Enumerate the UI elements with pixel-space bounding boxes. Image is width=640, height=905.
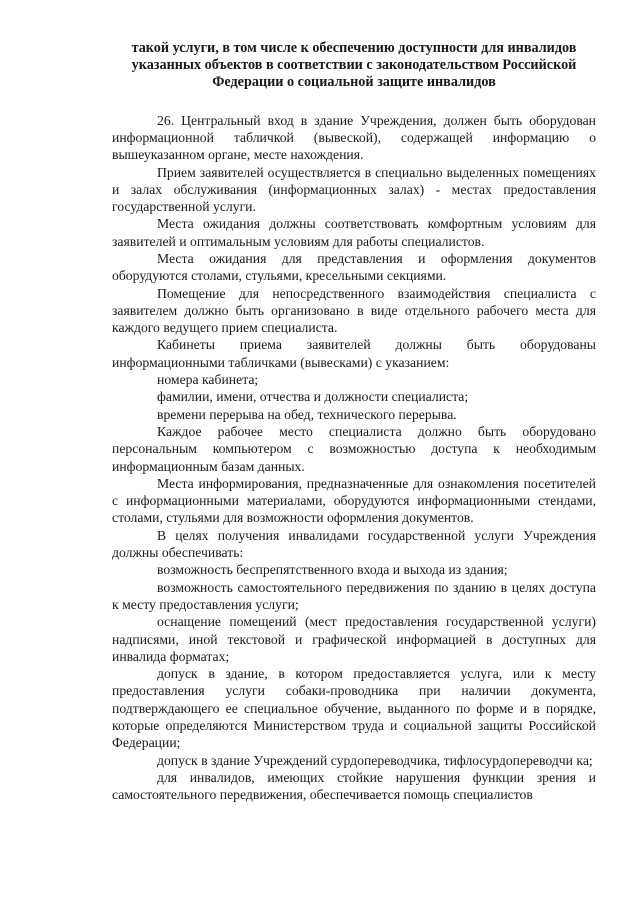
list-item-cabinet-number: номера кабинета; — [157, 372, 259, 388]
heading-line-2: указанных объектов в соответствии с законодательством Российской — [131, 57, 577, 74]
list-item-specialist-name: фамилии, имени, отчества и должности специалиста; — [157, 389, 469, 405]
section-heading — [112, 40, 596, 92]
paragraph-waiting-comfort: Места ожидания должны соответствовать комфортным условиям для заявителей и оптимальным условиям для работы специалистов. — [112, 216, 596, 249]
paragraph-waiting-equipment: Места ожидания для представления и оформления документов оборудуются столами, стульями, кресельными секциями. — [112, 250, 596, 284]
list-item-sign-interpreter: допуск в здание Учреждений сурдопереводчика, тифлосурдопереводчи ка; — [157, 752, 593, 768]
list-item-signage: оснащение помещений (мест предоставления государственной услуги) надписями, иной текстовой и графической информацией в доступных для инвалида форматах; — [112, 614, 596, 664]
heading-line-3: Федерации о социальной защите инвалидов — [212, 74, 496, 91]
paragraph-info-places: Места информирования, предназначенные для ознакомления посетителей с информационными материалами, оборудуются информационными стендами, столами, стульями для возможности оформления документов. — [112, 475, 596, 526]
paragraph-central-entrance: 26. Центральный вход в здание Учреждения, должен быть оборудован информационной табличкой (вывеской), содержащей информацию о вышеуказанном органе, месте нахождения. — [112, 112, 596, 163]
paragraph-workplace-computer: Каждое рабочее место специалиста должно быть оборудовано персональным компьютером с возможностью доступа к необходимым информационным базам данных. — [112, 423, 596, 474]
list-item-guide-dog: допуск в здание, в котором предоставляется услуга, или к месту предоставления услуги собаки-проводника при наличии документа, подтверждающего ее специальное обучение, выданного по форме и в порядке, которые определяются Министерством труда и социальной защиты Российской Федерации; — [112, 666, 596, 751]
heading-line-1: такой услуги, в том числе к обеспечению доступности для инвалидов — [131, 40, 577, 56]
paragraph-workplace-room: Помещение для непосредственного взаимодействия специалиста с заявителем должно быть организовано в виде отдельного рабочего места для каждого ведущего прием специалиста. — [112, 285, 596, 336]
list-item-vision-assistance: для инвалидов, имеющих стойкие нарушения функции зрения и самостоятельного передвижения, обеспечивается помощь специалистов — [112, 769, 596, 803]
list-item-break-time: времени перерыва на обед, технического перерыва. — [157, 406, 457, 422]
document-body — [112, 112, 596, 804]
paragraph-cabinet-signs: Кабинеты приема заявителей должны быть оборудованы информационными табличками (вывесками) с указанием: — [112, 337, 596, 370]
list-item-movement: возможность самостоятельного передвижения по зданию в целях доступа к месту предоставления услуги; — [112, 579, 596, 612]
paragraph-reception: Прием заявителей осуществляется в специально выделенных помещениях и залах обслуживания (информационных залах) - местах предоставления государственной услуги. — [112, 164, 596, 215]
list-item-entrance-exit: возможность беспрепятственного входа и выхода из здания; — [157, 562, 508, 578]
paragraph-disabled-access: В целях получения инвалидами государственной услуги Учреждения должны обеспечивать: — [112, 527, 596, 561]
